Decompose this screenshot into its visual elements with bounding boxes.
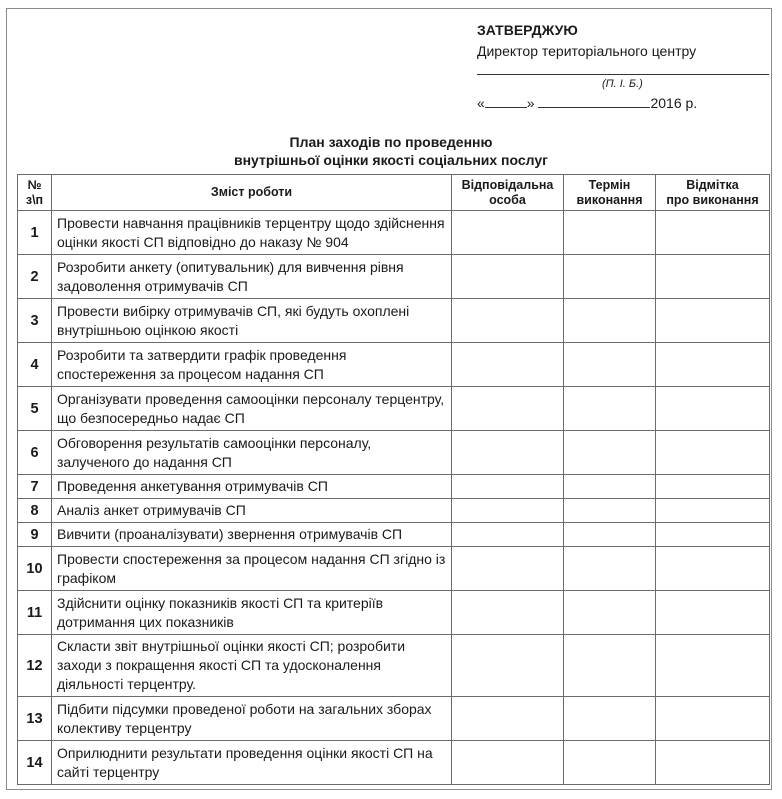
row-task: Здійснити оцінку показників якості СП та критеріїв дотримання цих показників <box>52 591 452 635</box>
approval-date <box>477 95 697 111</box>
row-number: 3 <box>18 299 52 343</box>
table-row <box>18 697 770 741</box>
deadline-cell[interactable] <box>564 635 656 697</box>
header-content: Зміст роботи <box>52 175 452 211</box>
table-header-row <box>18 175 770 211</box>
name-hint: (П. І. Б.) <box>602 78 643 90</box>
row-task: Оприлюднити результати проведення оцінки якості СП на сайті терцентру <box>52 741 452 785</box>
row-task: Обговорення результатів самооцінки персоналу, залученого до надання СП <box>52 431 452 475</box>
row-number: 7 <box>18 475 52 499</box>
deadline-cell[interactable] <box>564 343 656 387</box>
deadline-cell[interactable] <box>564 211 656 255</box>
deadline-cell[interactable] <box>564 499 656 523</box>
responsible-cell[interactable] <box>452 343 564 387</box>
approval-position: Директор територіального центру <box>477 43 697 59</box>
row-number: 5 <box>18 387 52 431</box>
row-task: Підбити підсумки проведеної роботи на загальних зборах колективу терцентру <box>52 697 452 741</box>
deadline-cell[interactable] <box>564 431 656 475</box>
row-number: 6 <box>18 431 52 475</box>
row-task: Провести спостереження за процесом надання СП згідно із графіком <box>52 547 452 591</box>
deadline-cell[interactable] <box>564 741 656 785</box>
header-deadline: Термін виконання <box>564 175 656 211</box>
responsible-cell[interactable] <box>452 475 564 499</box>
mark-cell[interactable] <box>656 635 770 697</box>
responsible-cell[interactable] <box>452 591 564 635</box>
row-number: 8 <box>18 499 52 523</box>
deadline-cell[interactable] <box>564 547 656 591</box>
responsible-cell[interactable] <box>452 547 564 591</box>
responsible-cell[interactable] <box>452 499 564 523</box>
responsible-cell[interactable] <box>452 299 564 343</box>
quote-close: » <box>526 95 535 111</box>
row-task: Скласти звіт внутрішньої оцінки якості СП; розробити заходи з покращення якості СП та удосконалення діяльності терцентру. <box>52 635 452 697</box>
row-number: 11 <box>18 591 52 635</box>
responsible-cell[interactable] <box>452 635 564 697</box>
table-row <box>18 547 770 591</box>
row-number: 10 <box>18 547 52 591</box>
plan-title-line-2: внутрішньої оцінки якості соціальних послуг <box>233 152 548 168</box>
mark-cell[interactable] <box>656 499 770 523</box>
mark-cell[interactable] <box>656 591 770 635</box>
row-task: Розробити анкету (опитувальник) для вивчення рівня задоволення отримувачів СП <box>52 255 452 299</box>
table-row <box>18 255 770 299</box>
mark-cell[interactable] <box>656 211 770 255</box>
deadline-cell[interactable] <box>564 697 656 741</box>
row-task: Аналіз анкет отримувачів СП <box>52 499 452 523</box>
mark-cell[interactable] <box>656 741 770 785</box>
row-number: 4 <box>18 343 52 387</box>
responsible-cell[interactable] <box>452 523 564 547</box>
mark-cell[interactable] <box>656 547 770 591</box>
deadline-cell[interactable] <box>564 523 656 547</box>
deadline-cell[interactable] <box>564 591 656 635</box>
mark-cell[interactable] <box>656 387 770 431</box>
header-num: № з\п <box>18 175 52 211</box>
mark-cell[interactable] <box>656 431 770 475</box>
day-blank <box>485 95 527 108</box>
responsible-cell[interactable] <box>452 387 564 431</box>
name-signature-line <box>477 74 769 75</box>
row-task: Вивчити (проаналізувати) звернення отримувачів СП <box>52 523 452 547</box>
header-responsible: Відповідальна особа <box>452 175 564 211</box>
row-number: 12 <box>18 635 52 697</box>
row-number: 9 <box>18 523 52 547</box>
approval-year: 2016 р. <box>650 95 698 111</box>
quote-open: « <box>477 95 485 111</box>
responsible-cell[interactable] <box>452 697 564 741</box>
header-mark: Відмітка про виконання <box>656 175 770 211</box>
table-row <box>18 387 770 431</box>
row-task: Розробити та затвердити графік проведення спостереження за процесом надання СП <box>52 343 452 387</box>
mark-cell[interactable] <box>656 255 770 299</box>
plan-table <box>17 174 770 785</box>
table-row <box>18 741 770 785</box>
row-number: 2 <box>18 255 52 299</box>
mark-cell[interactable] <box>656 523 770 547</box>
deadline-cell[interactable] <box>564 299 656 343</box>
plan-title-line-1: План заходів по проведенню <box>289 134 493 150</box>
approval-title: ЗАТВЕРДЖУЮ <box>477 22 578 38</box>
table-row <box>18 523 770 547</box>
table-row <box>18 431 770 475</box>
plan-title <box>0 133 782 169</box>
responsible-cell[interactable] <box>452 431 564 475</box>
responsible-cell[interactable] <box>452 741 564 785</box>
deadline-cell[interactable] <box>564 255 656 299</box>
mark-cell[interactable] <box>656 343 770 387</box>
responsible-cell[interactable] <box>452 211 564 255</box>
responsible-cell[interactable] <box>452 255 564 299</box>
mark-cell[interactable] <box>656 475 770 499</box>
deadline-cell[interactable] <box>564 387 656 431</box>
row-number: 13 <box>18 697 52 741</box>
row-task: Провести навчання працівників терцентру щодо здійснення оцінки якості СП відповідно до наказу № 904 <box>52 211 452 255</box>
table-row <box>18 635 770 697</box>
mark-cell[interactable] <box>656 697 770 741</box>
table-row <box>18 299 770 343</box>
table-row <box>18 499 770 523</box>
month-blank <box>538 95 650 108</box>
table-row <box>18 211 770 255</box>
row-task: Провести вибірку отримувачів СП, які будуть охоплені внутрішньою оцінкою якості <box>52 299 452 343</box>
table-row <box>18 591 770 635</box>
table-row <box>18 475 770 499</box>
row-task: Проведення анкетування отримувачів СП <box>52 475 452 499</box>
mark-cell[interactable] <box>656 299 770 343</box>
table-row <box>18 343 770 387</box>
deadline-cell[interactable] <box>564 475 656 499</box>
row-number: 14 <box>18 741 52 785</box>
row-number: 1 <box>18 211 52 255</box>
row-task: Організувати проведення самооцінки персоналу терцентру, що безпосередньо надає СП <box>52 387 452 431</box>
